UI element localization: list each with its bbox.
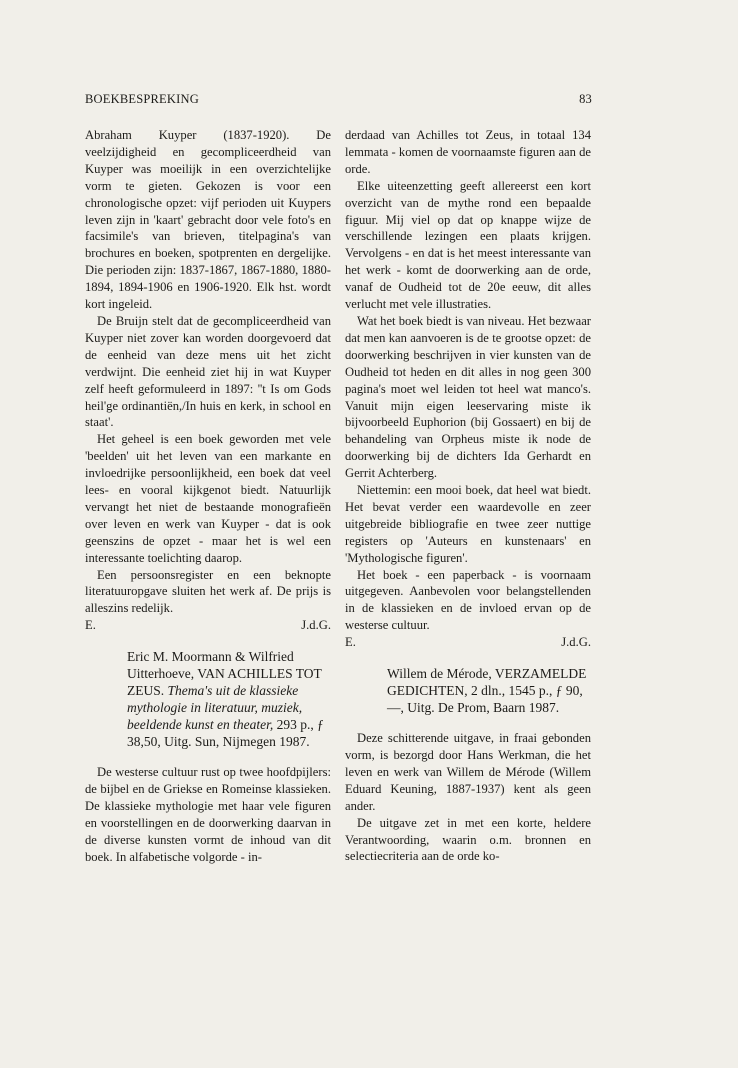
left-column [85,127,331,866]
page-number: 83 [579,92,592,106]
review1-paragraph-4: Een persoonsregister en een beknopte literatuuropgave sluiten het werk af. De prijs is alleszins redelijk. [85,567,331,616]
review2-paragraph-5: Het boek - een paperback - is voornaam uitgegeven. Aanbevolen voor belangstellenden in de klassieken en de invloed ervan op de westerse cultuur. [345,567,591,633]
book2-reference [127,648,331,750]
running-head: BOEKBESPREKING [85,92,199,106]
review3-paragraph-1: Deze schitterende uitgave, in fraai gebonden vorm, is bezorgd door Hans Werkman, die het leven en werk van Willem de Mérode (Willem Eduard Keuning, 1887-1937) kent als geen ander. [345,731,591,813]
review1-signature [85,617,331,634]
review2-paragraph-2: Elke uiteenzetting geeft allereerst een kort overzicht van de mythe rond een bepaalde figuur. Mij viel op dat op knappe wijze de verschillende lezingen een plaats krijgen. Vervolgens - en dat is het meest interessante van het werk - komt de doorwerking aan de orde, vanaf de Oudheid tot de 20e eeuw, dit alles verlucht met vele illustraties. [345,178,591,312]
review2-sig-author: J.d.G. [561,635,591,650]
review2-paragraph-1-continued: derdaad van Achilles tot Zeus, in totaal 134 lemmata - komen de voornaamste figuren aan de orde. [345,128,591,176]
page-header [85,92,592,107]
book2-details: 293 p., ƒ 38,50, Uitg. Sun, Nijmegen 1987. [127,717,324,750]
review2-paragraph-3: Wat het boek biedt is van niveau. Het bezwaar dat men kan aanvoeren is de te grootse opzet: de doorwerking beschrijven in vier kunsten van de Oudheid tot heden en dit alles in nog geen 300 pagina's moet wel leiden tot heel wat manco's. Vanuit mijn eigen leeservaring miste ik bijvoorbeeld Euphorion (bij Gossaert) en bij de behandeling van Orpheus miste ik node de doorwerking bij de dichters Ida Gerhardt en Gerrit Achterberg. [345,313,591,481]
book2-authors-title: Eric M. Moormann & Wilfried Uitterhoeve, VAN ACHILLES TOT ZEUS. [127,649,322,699]
right-column [345,127,591,865]
review1-paragraph-1: Abraham Kuyper (1837-1920). De veelzijdigheid en gecompliceerdheid van Kuyper was moeilijk in een overzichtelijke vorm te gieten. Gekozen is voor een chronologische opzet: vijf perioden uit Kuypers leven zijn in 'kaart' gebracht door vele foto's en facsimile's van brieven, titelpagina's van brochures en boeken, spotprenten en dergelijke. Die perioden zijn: 1837-1867, 1867-1880, 1880-1894, 1894-1906 en 1906-1920. Elk hst. wordt kort ingeleid. [85,128,331,312]
review3-paragraph-2: De uitgave zet in met een korte, heldere Verantwoording, waarin o.m. bronnen en selectiecriteria aan de orde ko- [345,815,591,864]
review1-sig-author: J.d.G. [301,618,331,633]
review1-paragraph-2: De Bruijn stelt dat de gecompliceerdheid van Kuyper niet zover kan worden doorgevoerd dat de eenheid van deze mens uit het zicht verdwijnt. Die eenheid ziet hij in wat Kuyper zelf heeft geformuleerd in 1897: ''t Is om Gods heil'ge ordinantiën,/In huis en kerk, in school en staat'. [85,313,331,430]
review2-sig-initial: E. [345,635,356,650]
review2-paragraph-1: De westerse cultuur rust op twee hoofdpijlers: de bijbel en de Griekse en Romeinse klassieken. De klassieke mythologie met haar vele figuren en voorstellingen en de doorwerking daarvan in de diverse kunsten vormt de inhoud van dit boek. In alfabetische volgorde - in- [85,765,331,864]
book2-subtitle: Thema's uit de klassieke mythologie in literatuur, muziek, beeldende kunst en theater, [127,683,303,733]
review2-signature [345,634,591,651]
review1-sig-initial: E. [85,618,96,633]
review2-paragraph-4: Niettemin: een mooi boek, dat heel wat biedt. Het bevat verder een waardevolle en zeer uitgebreide bibliografie en twee zeer nuttige registers op 'Auteurs en kunstenaars' en 'Mythologische figuren'. [345,483,591,565]
review1-paragraph-3: Het geheel is een boek geworden met vele 'beelden' uit het leven van een markante en invloedrijke persoonlijkheid, een boek dat veel lees- en vooral kijkgenot biedt. Natuurlijk vervangt het niet de bestaande monografieën over leven en werk van Kuyper - dat is ook geenszins de opzet - maar het is wel een interessante toelichting daarop. [85,432,331,565]
book3-reference: Willem de Mérode, VERZAMELDE GEDICHTEN, 2 dln., 1545 p., ƒ 90,—, Uitg. De Prom, Baarn 1987. [387,666,587,716]
